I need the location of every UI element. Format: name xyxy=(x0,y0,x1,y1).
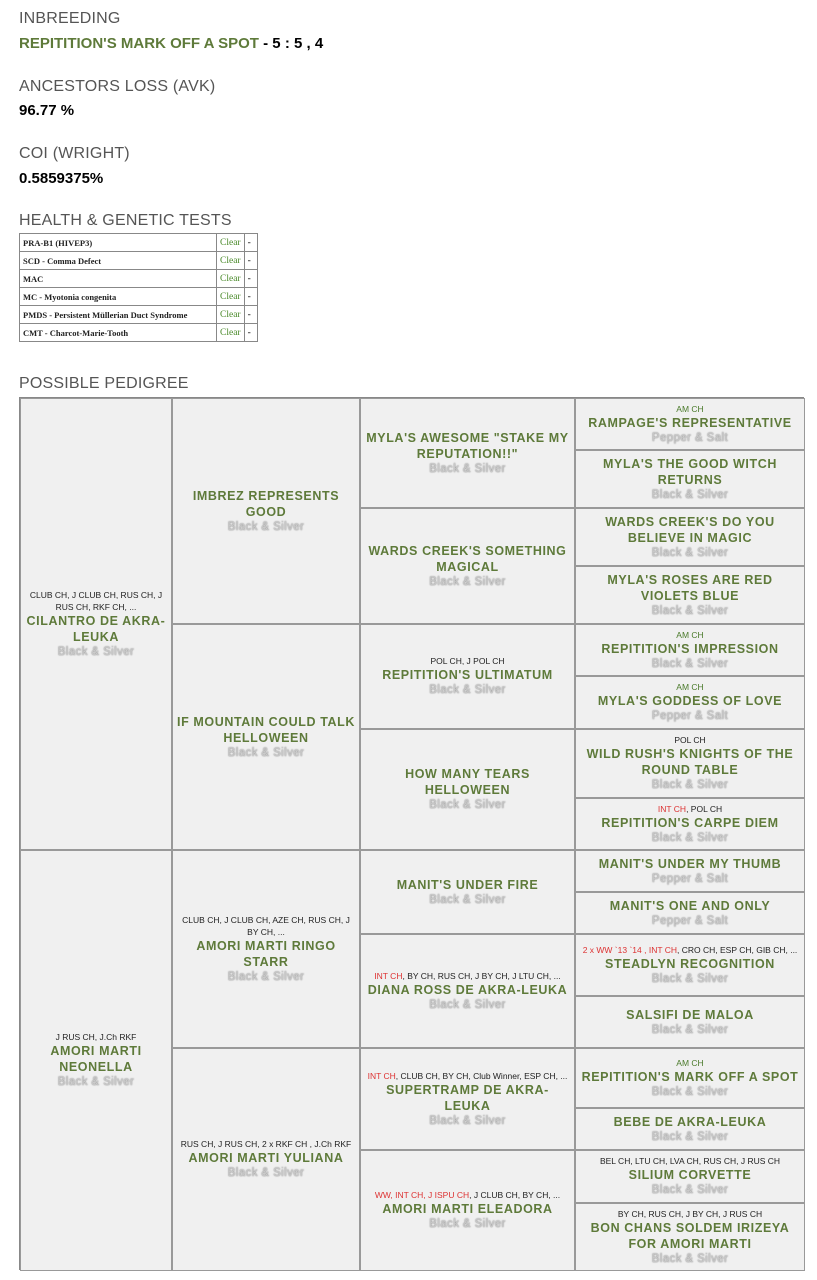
dog-color: Black & Silver xyxy=(651,831,729,844)
dog-color: Black & Silver xyxy=(429,893,506,906)
dog-color: Black & Silver xyxy=(651,1252,729,1265)
dog-titles xyxy=(676,681,703,693)
dog-name-link[interactable]: MANIT'S ONE AND ONLY xyxy=(609,898,771,913)
dog-titles-highlight: AM CH xyxy=(676,629,704,640)
pedigree-cell xyxy=(172,624,360,850)
dog-name-link[interactable]: MYLA'S GODDESS OF LOVE xyxy=(597,694,783,708)
dog-color: Black & Silver xyxy=(227,746,305,759)
inbreeding-dog-link[interactable]: REPITITION'S MARK OFF A SPOT xyxy=(19,35,259,52)
pedigree-cell xyxy=(575,1203,805,1271)
pedigree-cell xyxy=(575,398,805,450)
dog-titles-text: POL CH, J POL CH xyxy=(430,656,505,666)
dog-name-link[interactable]: AMORI MARTI RINGO STARR xyxy=(196,938,336,969)
dog-titles-highlight: INT CH xyxy=(374,970,403,981)
dog-titles-highlight: WW, INT CH, J ISPU CH xyxy=(374,1190,470,1200)
dog-color: Black & Silver xyxy=(651,1130,729,1143)
health-test-row xyxy=(20,270,258,288)
dog-titles-text: CLUB CH, J CLUB CH, AZE CH, RUS CH, J BY CH, ... xyxy=(182,914,350,937)
dog-name-link[interactable]: BON CHANS SOLDEM IRIZEYA FOR AMORI MARTI xyxy=(590,1220,790,1251)
dog-name-link[interactable]: RAMPAGE'S REPRESENTATIVE xyxy=(588,415,792,430)
dog-color: Black & Silver xyxy=(651,604,729,617)
health-test-row xyxy=(20,234,258,252)
dog-titles-text: BY CH, RUS CH, J BY CH, J RUS CH xyxy=(617,1208,763,1219)
health-test-extra: - xyxy=(244,306,257,324)
health-test-extra: - xyxy=(244,252,257,270)
dog-name-link[interactable]: REPITITION'S MARK OFF A SPOT xyxy=(581,1069,799,1084)
dog-titles-text: , CRO CH, ESP CH, GIB CH, ... xyxy=(677,944,798,955)
dog-name-link[interactable]: STEADLYN RECOGNITION xyxy=(605,956,775,971)
dog-titles xyxy=(676,1057,703,1069)
dog-color: Black & Silver xyxy=(651,972,729,985)
inbreeding-row xyxy=(19,35,323,52)
pedigree-cell xyxy=(360,398,575,508)
dog-color: Black & Silver xyxy=(651,779,729,791)
health-test-extra: - xyxy=(244,288,257,306)
dog-color: Pepper & Salt xyxy=(651,710,729,722)
pedigree-cell xyxy=(360,1150,575,1271)
dog-titles xyxy=(674,734,705,746)
dog-name-link[interactable]: WARDS CREEK'S DO YOU BELIEVE IN MAGIC xyxy=(605,514,775,545)
health-test-name: CMT - Charcot-Marie-Tooth xyxy=(20,324,217,342)
dog-color: Pepper & Salt xyxy=(651,431,729,444)
pedigree-cell xyxy=(20,398,172,850)
health-test-result: Clear xyxy=(217,324,245,342)
pedigree-cell xyxy=(575,450,805,508)
health-test-row xyxy=(20,252,258,270)
health-test-result: Clear xyxy=(217,270,245,288)
health-test-name: SCD - Comma Defect xyxy=(20,252,217,270)
dog-titles-text: , POL CH xyxy=(686,803,723,814)
pedigree-cell xyxy=(575,729,805,798)
dog-name-link[interactable]: AMORI MARTI YULIANA xyxy=(188,1151,344,1165)
dog-name-link[interactable]: SILIUM CORVETTE xyxy=(628,1168,752,1182)
pedigree-cell xyxy=(575,934,805,996)
dog-name-link[interactable]: SUPERTRAMP DE AKRA-LEUKA xyxy=(386,1082,549,1113)
dog-titles xyxy=(375,1189,560,1201)
dog-name-link[interactable]: MYLA'S AWESOME "STAKE MY REPUTATION!!" xyxy=(366,430,569,461)
dog-titles xyxy=(658,803,722,815)
dog-titles xyxy=(431,655,505,667)
dog-titles-text: RUS CH, J RUS CH, 2 x RKF CH , J.Ch RKF xyxy=(180,1139,352,1149)
dog-name-link[interactable]: HOW MANY TEARS HELLOWEEN xyxy=(405,767,530,797)
dog-name-link[interactable]: BEBE DE AKRA-LEUKA xyxy=(613,1114,767,1129)
pedigree-cell xyxy=(575,508,805,566)
dog-titles-text: , BY CH, RUS CH, J BY CH, J LTU CH, ... xyxy=(402,970,561,981)
pedigree-cell xyxy=(575,996,805,1048)
dog-titles-text: BEL CH, LTU CH, LVA CH, RUS CH, J RUS CH xyxy=(599,1156,781,1166)
dog-color: Black & Silver xyxy=(429,1114,506,1127)
dog-name-link[interactable]: MYLA'S ROSES ARE RED VIOLETS BLUE xyxy=(607,572,773,603)
coi-heading: COI (WRIGHT) xyxy=(19,145,130,162)
health-heading: HEALTH & GENETIC TESTS xyxy=(19,212,232,229)
dog-titles-highlight: INT CH xyxy=(657,803,687,814)
pedigree-cell xyxy=(575,1150,805,1203)
pedigree-cell xyxy=(360,508,575,624)
health-test-extra: - xyxy=(244,234,257,252)
avk-value: 96.77 % xyxy=(19,102,75,119)
dog-color: Black & Silver xyxy=(651,488,729,501)
health-test-row xyxy=(20,288,258,306)
dog-titles-highlight: AM CH xyxy=(676,1057,704,1068)
dog-name-link[interactable]: IF MOUNTAIN COULD TALK HELLOWEEN xyxy=(177,714,355,745)
dog-name-link[interactable]: REPITITION'S ULTIMATUM xyxy=(382,668,553,682)
dog-titles xyxy=(600,1155,780,1167)
pedigree-cell xyxy=(360,934,575,1048)
inbreeding-value: - 5 : 5 , 4 xyxy=(263,35,324,52)
dog-titles-highlight: AM CH xyxy=(676,403,704,414)
dog-name-link[interactable]: AMORI MARTI NEONELLA xyxy=(50,1044,142,1074)
dog-name-link[interactable]: AMORI MARTI ELEADORA xyxy=(382,1202,553,1216)
health-test-name: MAC xyxy=(20,270,217,288)
dog-color: Black & Silver xyxy=(429,1218,506,1230)
dog-color: Pepper & Salt xyxy=(651,914,729,927)
health-test-row xyxy=(20,306,258,324)
pedigree-cell xyxy=(575,892,805,934)
dog-name-link[interactable]: SALSIFI DE MALOA xyxy=(626,1007,754,1022)
dog-color: Black & Silver xyxy=(429,575,506,588)
health-test-result: Clear xyxy=(217,288,245,306)
avk-heading: ANCESTORS LOSS (AVK) xyxy=(19,78,216,95)
dog-titles-highlight: 2 x WW `13 `14 , INT CH xyxy=(582,944,678,955)
dog-titles-text: , J CLUB CH, BY CH, ... xyxy=(469,1190,561,1200)
dog-color: Black & Silver xyxy=(227,970,305,983)
dog-titles-text: , CLUB CH, BY CH, Club Winner, ESP CH, ... xyxy=(395,1070,568,1081)
dog-titles xyxy=(25,589,167,613)
dog-name-link[interactable]: CILANTRO DE AKRA-LEUKA xyxy=(26,613,166,644)
dog-color: Black & Silver xyxy=(651,1184,729,1196)
pedigree-cell xyxy=(575,1108,805,1150)
pedigree-cell xyxy=(575,676,805,729)
pedigree-table xyxy=(19,397,804,1270)
dog-color: Black & Silver xyxy=(429,684,506,696)
coi-value: 0.5859375% xyxy=(19,170,104,187)
dog-titles xyxy=(56,1031,137,1043)
health-test-name: PRA-B1 (HIVEP3) xyxy=(20,234,217,252)
health-test-result: Clear xyxy=(217,252,245,270)
dog-name-link[interactable]: REPITITION'S CARPE DIEM xyxy=(601,815,779,830)
dog-titles xyxy=(368,1070,568,1082)
dog-titles xyxy=(583,944,798,956)
pedigree-cell xyxy=(575,624,805,676)
dog-titles-highlight: INT CH xyxy=(367,1070,396,1081)
dog-name-link[interactable]: WILD RUSH'S KNIGHTS OF THE ROUND TABLE xyxy=(586,747,794,777)
dog-name-link[interactable]: MANIT'S UNDER MY THUMB xyxy=(598,856,782,871)
pedigree-cell xyxy=(575,798,805,850)
health-test-extra: - xyxy=(244,324,257,342)
dog-titles xyxy=(177,914,355,938)
pedigree-cell xyxy=(172,850,360,1048)
dog-color: Black & Silver xyxy=(227,520,305,533)
dog-titles-text: POL CH xyxy=(674,735,706,745)
pedigree-cell xyxy=(20,850,172,1271)
pedigree-cell xyxy=(172,398,360,624)
pedigree-cell xyxy=(360,729,575,850)
dog-titles xyxy=(181,1138,352,1150)
dog-color: Pepper & Salt xyxy=(651,872,729,885)
dog-color: Black & Silver xyxy=(429,799,506,811)
pedigree-heading: POSSIBLE PEDIGREE xyxy=(19,375,189,392)
dog-color: Black & Silver xyxy=(429,998,506,1011)
health-test-extra: - xyxy=(244,270,257,288)
pedigree-cell xyxy=(575,1048,805,1108)
dog-name-link[interactable]: MYLA'S THE GOOD WITCH RETURNS xyxy=(603,456,777,487)
health-tests-table xyxy=(19,233,258,342)
dog-name-link[interactable]: DIANA ROSS DE AKRA-LEUKA xyxy=(367,982,568,997)
dog-color: Black & Silver xyxy=(57,645,135,658)
dog-color: Black & Silver xyxy=(57,1076,135,1088)
health-test-row xyxy=(20,324,258,342)
dog-titles-highlight: AM CH xyxy=(676,682,704,692)
pedigree-cell xyxy=(575,566,805,624)
dog-titles-text: CLUB CH, J CLUB CH, RUS CH, J RUS CH, RKF CH, ... xyxy=(29,589,163,612)
dog-titles-text: J RUS CH, J.Ch RKF xyxy=(55,1032,137,1042)
health-test-result: Clear xyxy=(217,234,245,252)
health-test-result: Clear xyxy=(217,306,245,324)
dog-titles xyxy=(676,403,703,415)
dog-color: Black & Silver xyxy=(651,546,729,559)
health-test-name: PMDS - Persistent Müllerian Duct Syndrome xyxy=(20,306,217,324)
dog-color: Black & Silver xyxy=(651,1023,729,1036)
dog-titles xyxy=(374,970,560,982)
pedigree-cell xyxy=(360,850,575,934)
dog-color: Black & Silver xyxy=(429,462,506,475)
pedigree-cell xyxy=(360,1048,575,1150)
pedigree-cell xyxy=(360,624,575,729)
dog-color: Black & Silver xyxy=(227,1167,305,1179)
health-test-name: MC - Myotonia congenita xyxy=(20,288,217,306)
dog-titles xyxy=(618,1208,762,1220)
dog-name-link[interactable]: REPITITION'S IMPRESSION xyxy=(601,641,779,656)
pedigree-cell xyxy=(575,850,805,892)
dog-name-link[interactable]: IMBREZ REPRESENTS GOOD xyxy=(192,488,340,519)
dog-color: Black & Silver xyxy=(651,1085,729,1098)
dog-titles xyxy=(676,629,703,641)
dog-name-link[interactable]: MANIT'S UNDER FIRE xyxy=(396,877,539,892)
pedigree-cell xyxy=(172,1048,360,1271)
dog-color: Black & Silver xyxy=(651,657,729,670)
inbreeding-heading: INBREEDING xyxy=(19,10,121,27)
dog-name-link[interactable]: WARDS CREEK'S SOMETHING MAGICAL xyxy=(368,543,567,574)
